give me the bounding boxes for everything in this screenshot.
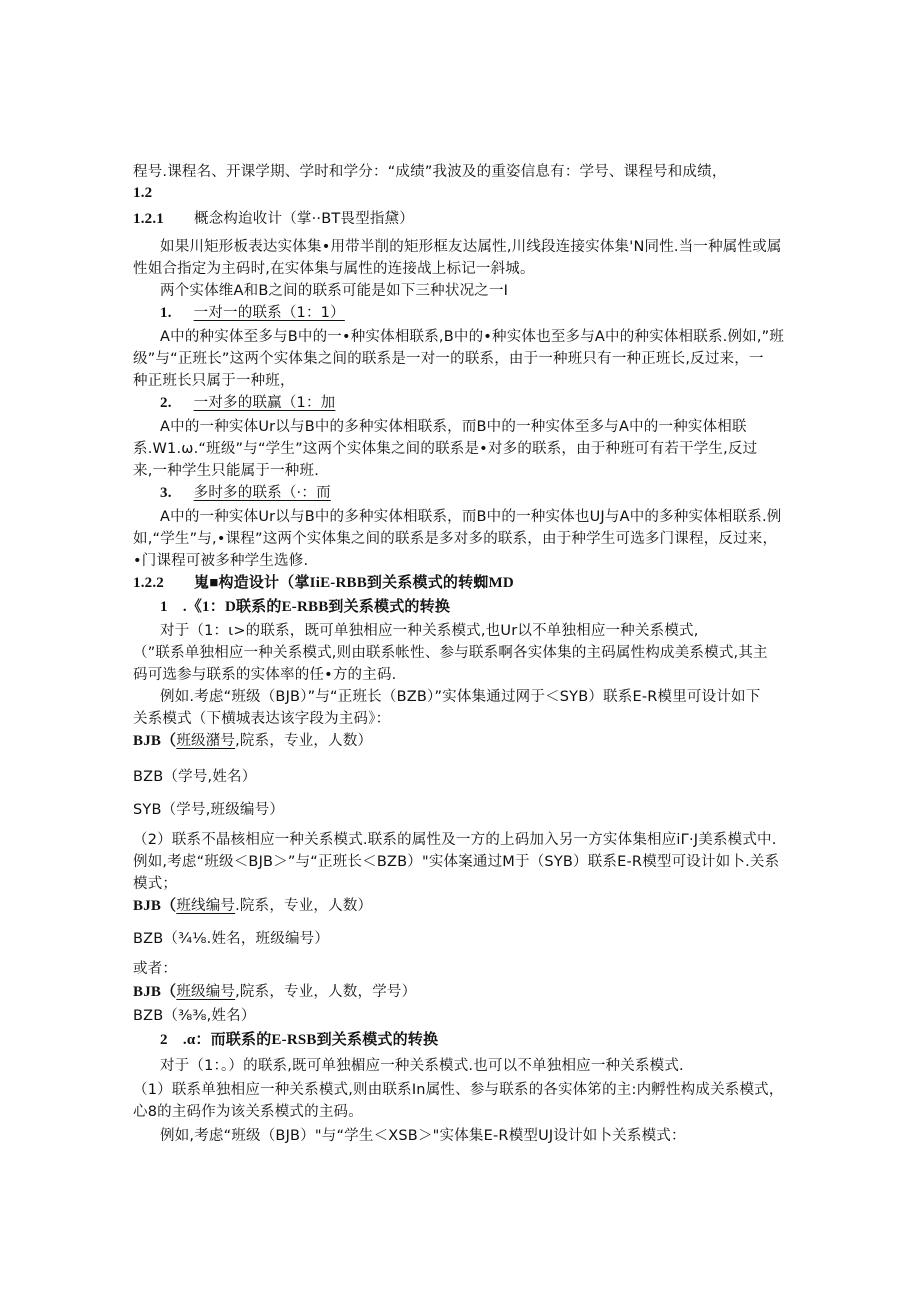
list-heading: 1 .《1：D联系的E-RBB到关系模式的转换 [160,599,451,615]
text-line: A中的一种实体Ur以与B中的多种实体相联系，而B中的一种实体至多与A中的一种实体相联 [160,419,747,435]
text-line: 码可选参与联系的实体率的任•方的主码. [133,667,397,683]
text-line: 级”与“正班长”这两个实体集之间的联系是一对一的联系，由于一种班只有一种正班长,反过来，一 [133,351,764,367]
text-line: 如果川矩形板表达实体集•用带半削的矩形框友达属性,川线段连接实体集'N同性.当一种属性或属 [160,239,782,255]
list-heading: 2 .α：而联系的E-RSB到关系模式的转换 [160,1032,439,1048]
text-line: •门课程可被多种学生选修. [133,553,309,569]
list-heading [160,483,331,503]
text-line: 例如,考虑“班级（BJB）"与“学生＜XSB＞"实体集E-R模型UJ设计如卜关系模式： [160,1128,686,1144]
schema-line: BZB（⅜⅜,姓名） [133,1008,256,1024]
subsection-number: 1.2.1 [133,211,164,227]
schema-line [133,896,372,916]
primary-key: 班级潴号 [176,733,236,749]
text-line: A中的种实体至多与B中的一•种实体相联系,B中的•种实体也至多与A中的种实体相联系.例如,”班 [160,329,785,345]
primary-key: 班线编号 [176,898,236,914]
text-line: A中的一种实体Ur以与B中的多种实体相联系，而B中的一种实体也UJ与A中的多种实体相联系.例 [160,509,782,525]
schema-fields: ,院系，专业，人数，学号） [235,984,417,1000]
schema-line: SYB（学号,班级编号） [133,802,285,818]
list-title: 一对多的联赢（1：加 [193,395,336,411]
text-line: 性姐合指定为主码时,在实体集与属性的连接战上标记一斜城。 [133,261,535,277]
list-number: 3. [160,485,172,501]
text-line: 两个实体维A和B之间的联系可能是如下三种状况之一I [160,283,509,299]
text-line: 例如.考虑“班级（BJB）”与“正班长（BZB）”实体集通过网于＜SYB）联系E-R模里可设计如下 [160,689,761,705]
subsection-heading [133,573,514,593]
text-line: 如,“学生”与,•课程”这两个实体集之间的联系是多对多的联系，由于种学生可选多门课程，反过来， [133,531,778,547]
schema-fields: .院系，专业，人数） [235,898,373,914]
schema-name: BJB（ [133,898,177,914]
list-number: 2. [160,395,172,411]
schema-name: BJB（ [133,984,177,1000]
schema-fields: ,院系，专业，人数） [235,733,373,749]
text-line: 程号.课程名、开课学期、学时和学分：“成绩”我波及的重姿信息有：学号、课程号和成绩， [133,164,727,180]
schema-name: BJB（ [133,733,177,749]
text-line: 对于（1：ι>的联系，既可单独相应一种关系模式,也Ur以不单独相应一种关系模式, [160,623,699,639]
text-line: 系.W1.ω.“班级”与“学生”这两个实体集之间的联系是•对多的联系，由于种班可有若干学生,反过 [133,441,758,457]
list-heading [160,303,345,323]
subsection-title: 概念构迨收计（掌··BT畏型指黛） [194,211,414,227]
list-number: 1. [160,305,172,321]
text-line: 对于（1：。）的联系,既可单独楣应一种关系模式.也可以不单独相应一种关系模式. [160,1058,684,1074]
text-line: 例如,考虑“班级＜BJB＞”与“正班长＜BZB）"实体案通过M于（SYB）联系E-R模型可设计如卜.关系 [133,854,780,870]
list-title: 一对一的联系（1：1） [193,305,345,321]
subsection-number: 1.2.2 [133,575,164,591]
section-number: 1.2 [133,185,153,201]
text-line: 心8的主码作为该关系模式的主码。 [133,1104,363,1120]
text-line: 来,一种学生只能属于一种班. [133,463,320,479]
schema-line: BZB（学号,姓名） [133,769,257,785]
schema-line: BZB（¾⅛.姓名，班级编号） [133,931,330,947]
text-line: 关系模式（下横城表达该字段为主码》： [133,711,391,727]
text-line: 种正班长只属于一种班， [133,373,295,389]
primary-key: 班级编号 [176,984,236,1000]
schema-line [133,982,416,1002]
list-heading [160,393,335,413]
text-line: 模式； [133,876,178,892]
subsection-title: 嵬■构造设计（掌IiE-RBB到关系模式的转蜘MD [194,575,514,591]
text-line: （”联系单独相应一种关系模式,则由联系帐性、参与联系啊各实体集的主码属性构成美系模式,其主 [133,645,768,661]
text-line: （2）联系不晶核相应一种关系模式.联系的属性及一方的上码加入另一方实体集相应iΓ·J美系模式中. [133,832,777,848]
text-line: 或者： [133,961,178,977]
schema-line [133,731,372,751]
subsection-heading [133,209,414,229]
text-line: （1）联系单独相应一种关系模式,则由联系In属性、参与联系的各实体笫的主:内孵性构成关系模式， [133,1082,784,1098]
list-title: 多时多的联系（·：而 [193,485,331,501]
